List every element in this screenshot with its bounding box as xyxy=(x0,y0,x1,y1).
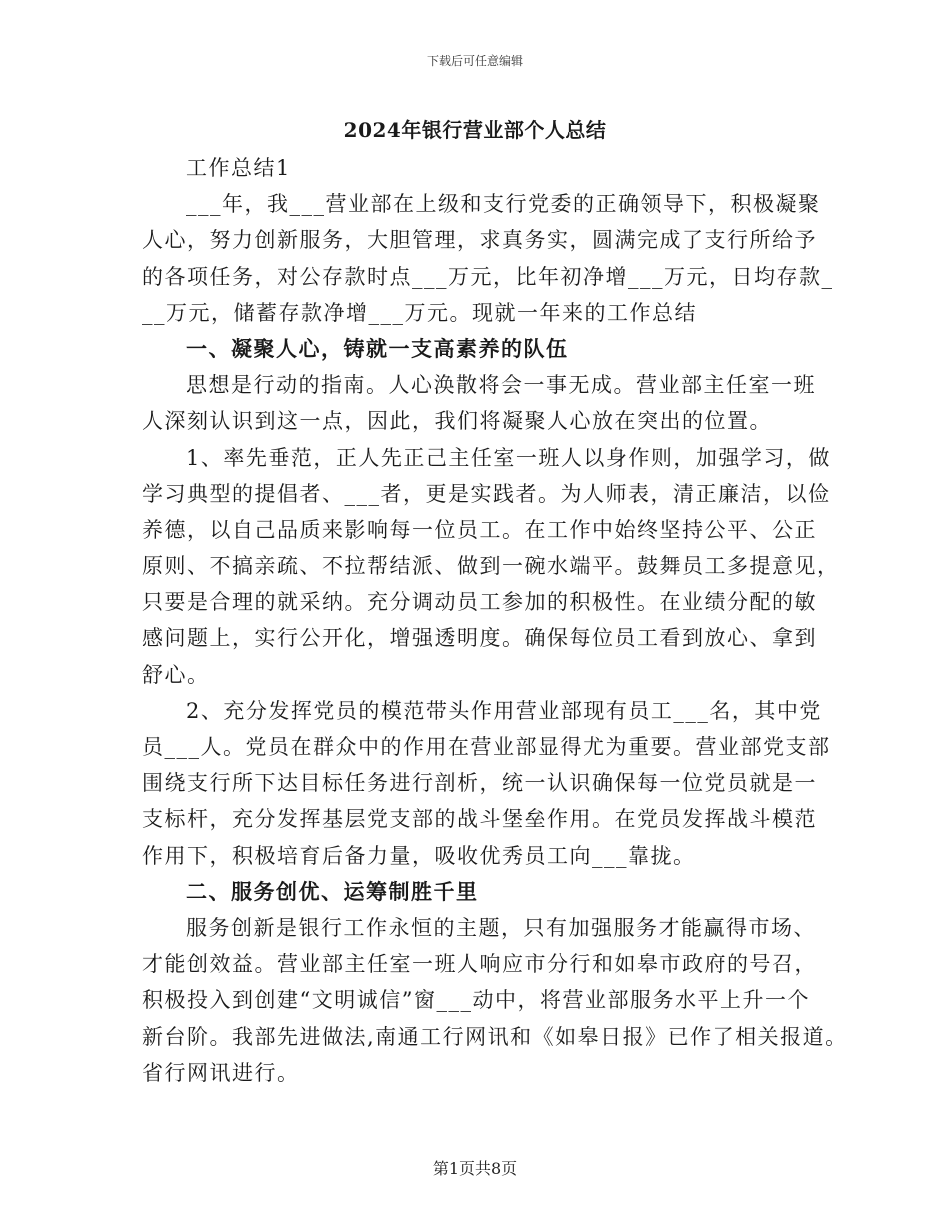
paragraph-line: 新台阶。我部先进做法,南通工行网讯和《如皋日报》已作了相关报道。 xyxy=(142,1024,848,1049)
document-body xyxy=(142,150,848,1091)
paragraph-line: 思想是行动的指南。人心涣散将会一事无成。营业部主任室一班 xyxy=(186,373,816,398)
paragraph-line: 只要是合理的就采纳。充分调动员工参加的积极性。在业绩分配的敏 xyxy=(142,590,817,615)
document-title: 2024年银行营业部个人总结 xyxy=(343,118,607,142)
paragraph-line: __万元，储蓄存款净增___万元。现就一年来的工作总结 xyxy=(142,300,697,325)
paragraph-line: 围绕支行所下达目标任务进行剖析，统一认识确保每一位党员就是一 xyxy=(142,771,817,796)
paragraph-line: 人深刻认识到这一点，因此，我们将凝聚人心放在突出的位置。 xyxy=(142,409,772,434)
paragraph-line: 学习典型的提倡者、___者，更是实践者。为人师表，清正廉洁，以俭 xyxy=(142,481,831,506)
paragraph-line: 养德，以自己品质来影响每一位员工。在工作中始终坚持公平、公正 xyxy=(142,517,817,542)
paragraph-line: 才能创效益。营业部主任室一班人响应市分行和如皋市政府的号召， xyxy=(142,952,817,977)
paragraph-line: 2、充分发挥党员的模范带头作用营业部现有员工___名，其中党 xyxy=(186,698,822,723)
page-footer: 第1页共8页 xyxy=(432,1159,518,1178)
paragraph-line: 原则、不搞亲疏、不拉帮结派、做到一碗水端平。鼓舞员工多提意见， xyxy=(142,554,840,579)
paragraph-line: 的各项任务，对公存款时点___万元，比年初净增___万元，日均存款_ xyxy=(142,264,834,289)
paragraph-line: 服务创新是银行工作永恒的主题，只有加强服务才能赢得市场、 xyxy=(186,915,816,940)
paragraph-line: 作用下，积极培育后备力量，吸收优秀员工向___靠拢。 xyxy=(142,843,696,868)
paragraph-line: 积极投入到创建“文明诚信”窗___动中，将营业部服务水平上升一个 xyxy=(142,988,810,1013)
paragraph-line: ___年，我___营业部在上级和支行党委的正确领导下，积极凝聚 xyxy=(186,192,821,217)
paragraph-line: 支标杆，充分发挥基层党支部的战斗堡垒作用。在党员发挥战斗模范 xyxy=(142,807,817,832)
paragraph-line: 感问题上，实行公开化，增强透明度。确保每位员工看到放心、拿到 xyxy=(142,626,817,651)
paragraph-line: 舒心。 xyxy=(142,662,210,687)
section-heading: 一、凝聚人心，铸就一支高素养的队伍 xyxy=(186,335,569,361)
paragraph-line: 1、率先垂范，正人先正己主任室一班人以身作则，加强学习，做 xyxy=(186,445,831,470)
section-heading: 二、服务创优、运筹制胜千里 xyxy=(186,878,479,904)
paragraph-line: 人心，努力创新服务，大胆管理，求真务实，圆满完成了支行所给予 xyxy=(142,228,817,253)
section-label: 工作总结1 xyxy=(186,156,291,180)
paragraph-line: 省行网讯进行。 xyxy=(142,1060,300,1085)
paragraph-line: 员___人。党员在群众中的作用在营业部显得尤为重要。营业部党支部 xyxy=(142,735,831,759)
header-note: 下载后可任意编辑 xyxy=(426,54,523,68)
